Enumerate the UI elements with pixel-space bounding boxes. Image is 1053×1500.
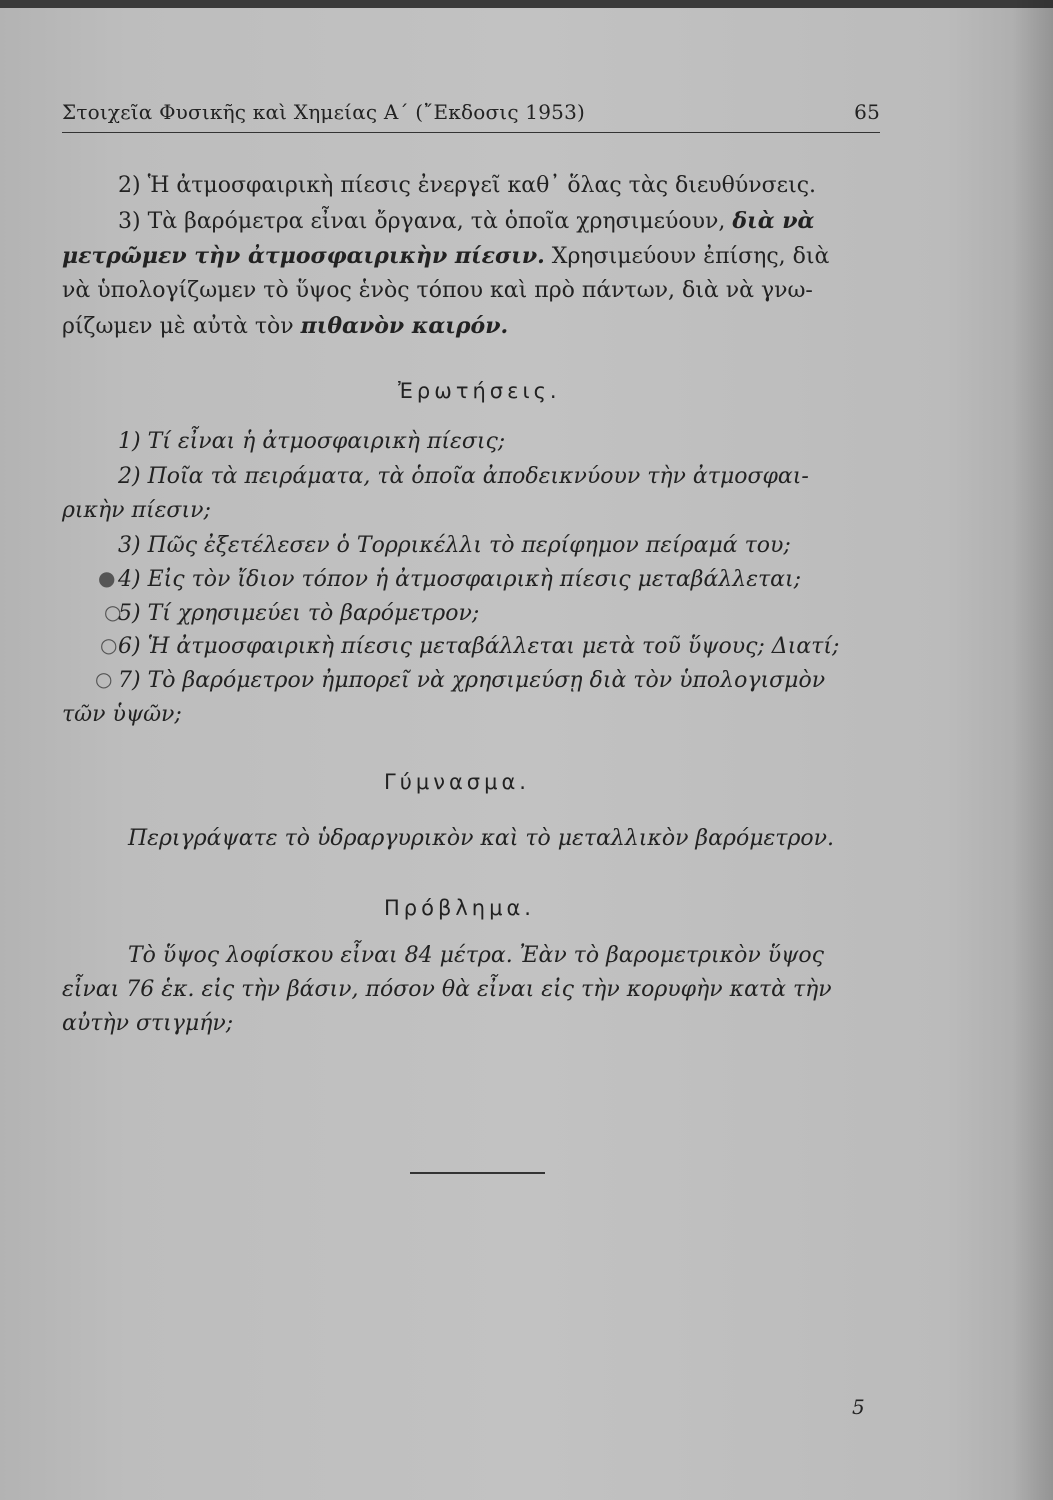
question-1: 1) Τί εἶναι ἡ ἀτμοσφαιρικὴ πίεσις; <box>118 429 506 454</box>
signature-number: 5 <box>852 1395 865 1419</box>
page-number: 65 <box>854 100 880 124</box>
paragraph-3-line-3: νὰ ὑπολογίζωμεν τὸ ὕψος ἑνὸς τόπου καὶ πρὸ πάντων, διὰ νὰ γνω- <box>62 278 813 303</box>
section-end-rule <box>410 1172 545 1174</box>
paragraph-3-line-1-text: 3) Τὰ βαρόμετρα εἶναι ὄργανα, τὰ ὁποῖα χρησιμεύουν, <box>118 209 726 234</box>
question-3: 3) Πῶς ἐξετέλεσεν ὁ Τορρικέλλι τὸ περίφημον πείραμά του; <box>118 533 791 558</box>
question-4: 4) Εἰς τὸν ἴδιον τόπον ἡ ἀτμοσφαιρικὴ πίεσις μεταβάλλεται; <box>118 567 802 592</box>
paragraph-3-line-4-emphasis: πιθανὸν καιρόν. <box>300 313 509 339</box>
questions-heading: Ἐρωτήσεις. <box>398 379 561 403</box>
paragraph-2: 2) Ἡ ἀτμοσφαιρικὴ πίεσις ἐνεργεῖ καθ᾿ ὅλας τὰς διευθύνσεις. <box>118 173 817 198</box>
question-6: 6) Ἡ ἀτμοσφαιρικὴ πίεσις μεταβάλλεται μετὰ τοῦ ὕψους; Διατί; <box>118 634 840 659</box>
scan-right-shadow <box>1013 0 1053 1500</box>
pencil-mark-icon: ○ <box>104 600 122 624</box>
pencil-mark-icon: ● <box>98 566 116 590</box>
paragraph-3-line-2-text: Χρησιμεύουν ἐπίσης, διὰ <box>551 244 830 269</box>
question-5: 5) Τί χρησιμεύει τὸ βαρόμετρον; <box>118 601 480 626</box>
problem-line-2: εἶναι 76 ἑκ. εἰς τὴν βάσιν, πόσον θὰ εἶναι εἰς τὴν κορυφὴν κατὰ τὴν <box>62 977 832 1002</box>
paragraph-3-line-1 <box>118 203 814 240</box>
running-header <box>62 96 880 133</box>
question-7-line-1: 7) Τὸ βαρόμετρον ἠμπορεῖ νὰ χρησιμεύσῃ διὰ τὸν ὑπολογισμὸν <box>118 668 826 693</box>
pencil-mark-icon: ○ <box>95 667 113 691</box>
paragraph-3-line-2-emphasis: μετρῶμεν τὴν ἀτμοσφαιρικὴν πίεσιν. <box>62 243 545 269</box>
problem-heading: Πρόβλημα. <box>384 896 535 920</box>
paragraph-3-line-4-text: ρίζωμεν μὲ αὐτὰ τὸν <box>62 314 294 339</box>
paragraph-3-line-2 <box>62 238 829 275</box>
question-2-line-1: 2) Ποῖα τὰ πειράματα, τὰ ὁποῖα ἀποδεικνύουν τὴν ἀτμοσφαι- <box>118 464 809 489</box>
running-title: Στοιχεῖα Φυσικῆς καὶ Χημείας Α΄ (῎Εκδοσις 1953) <box>62 100 585 124</box>
question-7-line-2: τῶν ὑψῶν; <box>62 702 182 727</box>
scan-top-edge <box>0 0 1053 8</box>
exercise-text: Περιγράψατε τὸ ὑδραργυρικὸν καὶ τὸ μεταλλικὸν βαρόμετρον. <box>128 826 835 851</box>
exercise-heading: Γύμνασμα. <box>384 770 530 794</box>
paragraph-3-line-4 <box>62 308 508 345</box>
question-2-line-2: ρικὴν πίεσιν; <box>62 498 211 523</box>
pencil-mark-icon: ○ <box>100 633 118 657</box>
paragraph-3-line-1-emphasis: διὰ νὰ <box>732 208 815 234</box>
problem-line-1: Τὸ ὕψος λοφίσκου εἶναι 84 μέτρα. Ἐὰν τὸ βαρομετρικὸν ὕψος <box>128 943 824 968</box>
problem-line-3: αὐτὴν στιγμήν; <box>62 1011 234 1036</box>
